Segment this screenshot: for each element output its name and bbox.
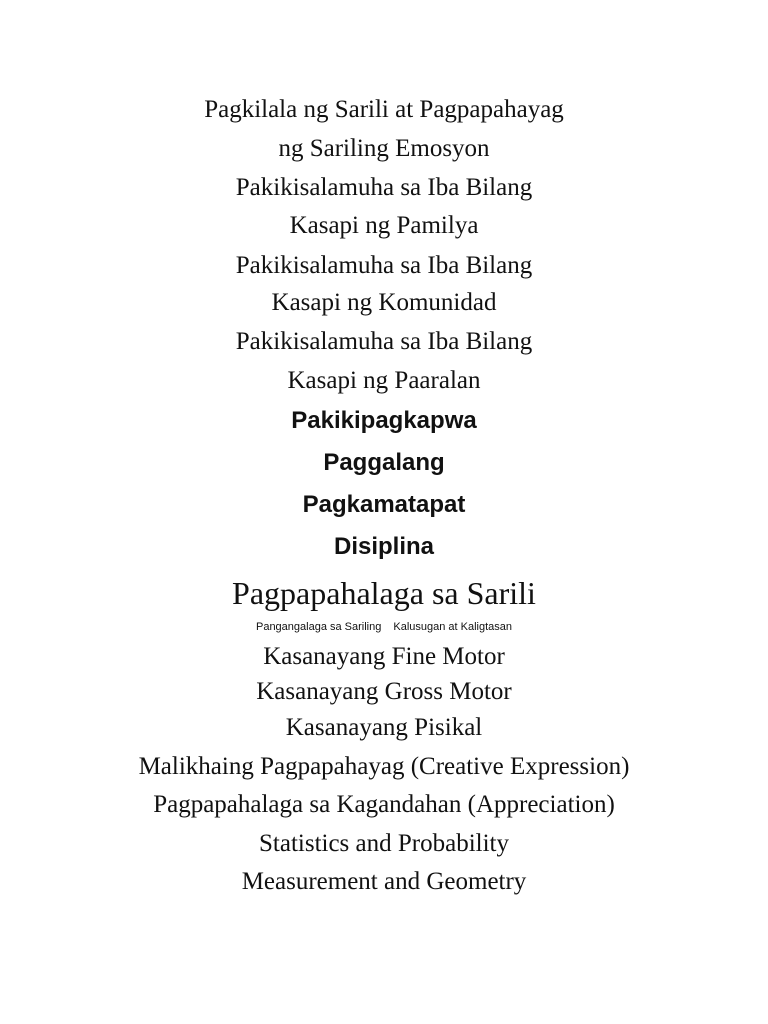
text-line: Measurement and Geometry <box>241 868 527 895</box>
small-caption <box>0 622 768 633</box>
text-line: Kasanayang Fine Motor <box>263 643 505 670</box>
text-line: Kasapi ng Pamilya <box>289 212 479 239</box>
section-heading: Pagpapahalaga sa Sarili <box>232 575 536 611</box>
text-line: Kasapi ng Komunidad <box>271 289 497 316</box>
text-line: Pagpapahalaga sa Kagandahan (Appreciation) <box>153 791 615 818</box>
caption-part: Kalusugan at Kaligtasan <box>393 621 513 633</box>
text-line: ng Sariling Emosyon <box>278 135 490 162</box>
text-line: Kasanayang Gross Motor <box>256 678 512 705</box>
text-line: Pakikisalamuha sa Iba Bilang <box>235 252 533 279</box>
value-heading: Pagkamatapat <box>302 491 466 518</box>
text-line: Pakikisalamuha sa Iba Bilang <box>235 328 533 355</box>
text-line: Malikhaing Pagpapahayag (Creative Expression) <box>138 753 630 780</box>
value-heading: Disiplina <box>333 533 435 560</box>
value-heading: Pakikipagkapwa <box>291 407 477 434</box>
text-line: Pagkilala ng Sarili at Pagpapahayag <box>204 96 564 123</box>
text-line: Kasapi ng Paaralan <box>287 367 481 394</box>
text-line: Statistics and Probability <box>259 830 509 857</box>
text-line: Pakikisalamuha sa Iba Bilang <box>235 174 533 201</box>
caption-part: Pangangalaga sa Sariling <box>255 621 382 633</box>
text-line: Kasanayang Pisikal <box>285 714 483 741</box>
value-heading: Paggalang <box>323 449 445 476</box>
